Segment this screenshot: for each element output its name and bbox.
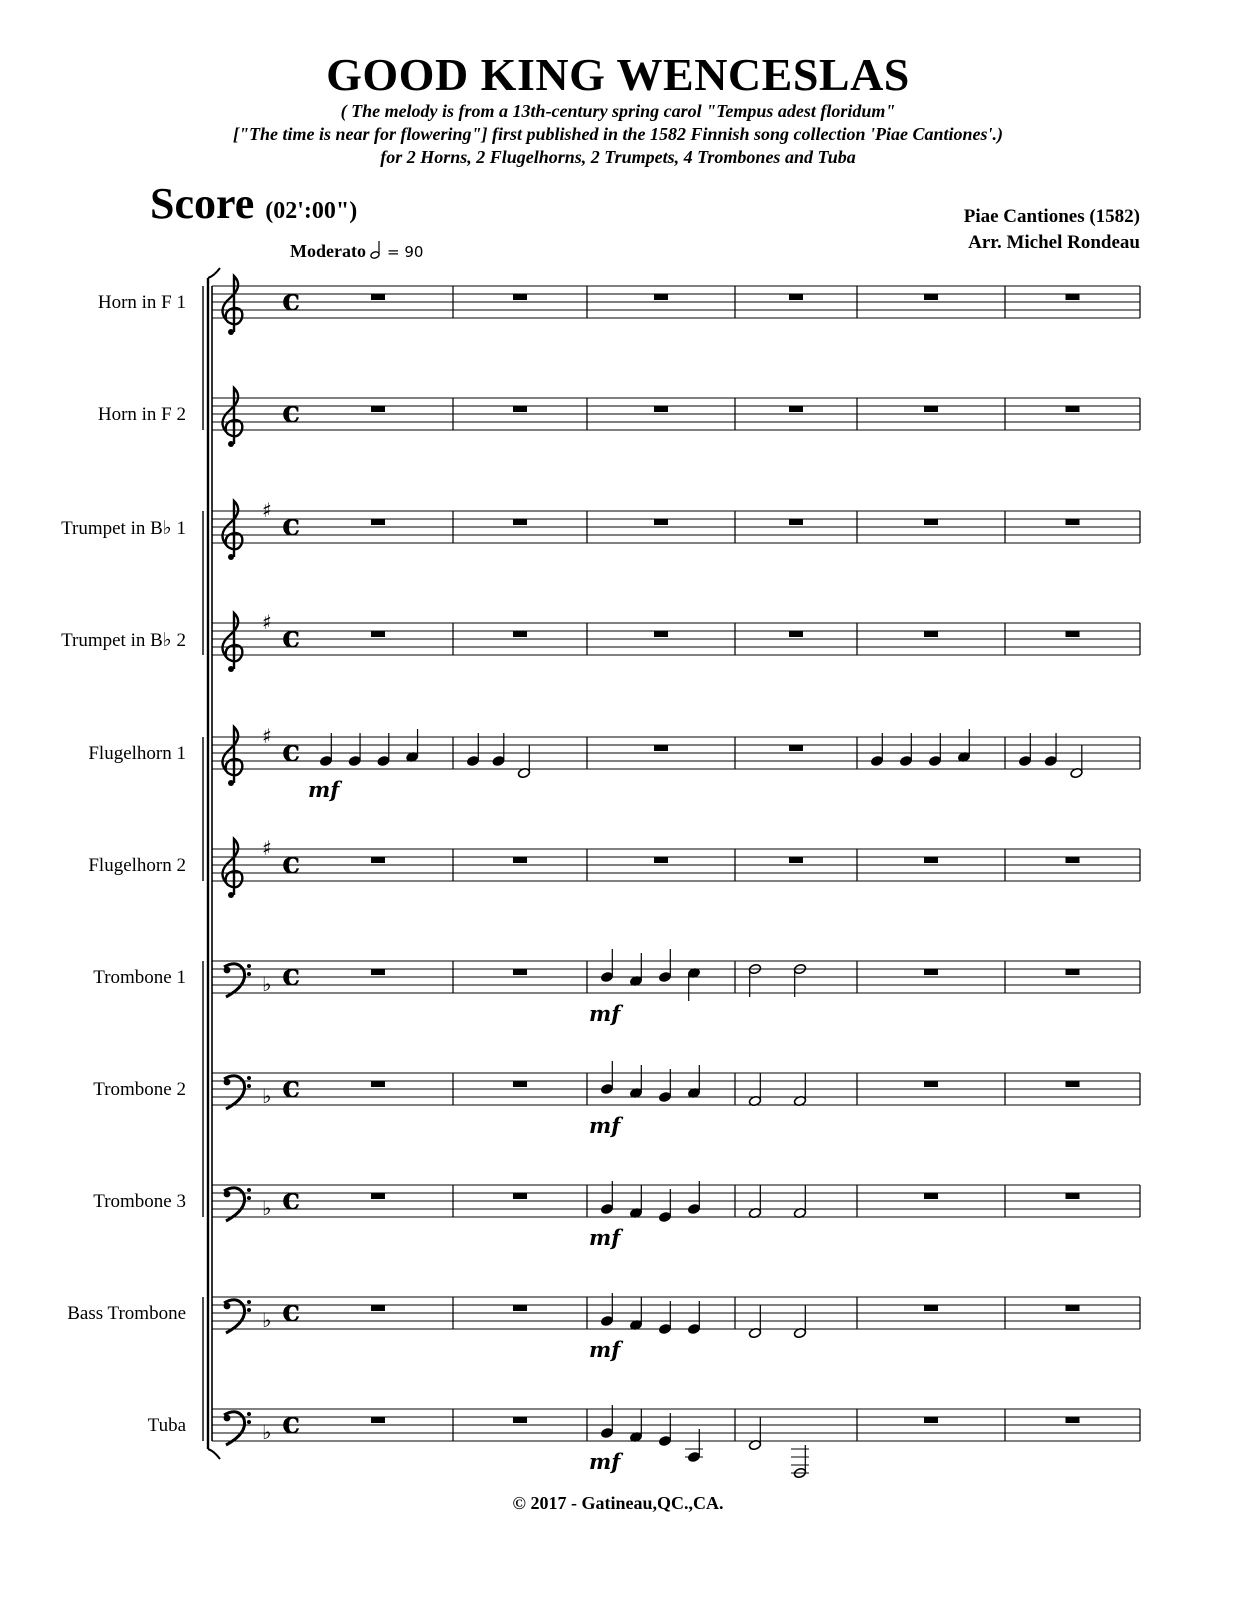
quarter-note-head [466,755,479,766]
whole-rest [654,519,668,525]
treble-clef-dot [228,666,234,672]
key-sharp: ♯ [262,836,272,860]
bass-clef-dot [247,964,251,968]
dynamic-mf: mf [589,1225,621,1250]
bass-clef-dot [247,1076,251,1080]
whole-rest [513,1193,527,1199]
common-time-sign: c [282,1406,301,1441]
instrument-label: Flugelhorn 1 [88,743,186,764]
treble-clef [222,501,242,560]
quarter-note-head [870,755,883,766]
bass-clef-dot [247,972,251,976]
whole-rest [789,745,803,751]
common-time-sign: c [282,283,301,318]
common-time-sign: c [282,734,301,769]
bass-clef-dot [224,1415,231,1422]
bass-clef-dot [247,1084,251,1088]
whole-rest [924,631,938,637]
whole-rest [789,294,803,300]
key-flat: ♭ [262,1308,272,1332]
common-time-sign: c [282,958,301,993]
quarter-note-head [658,1091,671,1102]
treble-clef-shape [222,613,242,669]
whole-rest [924,294,938,300]
score-duration: (02':00") [265,198,358,224]
whole-rest [371,1081,385,1087]
common-time-sign: c [282,1070,301,1105]
whole-rest [924,1193,938,1199]
key-flat: ♭ [262,1196,272,1220]
dynamic-mf: mf [589,1001,621,1026]
common-time-sign: c [282,395,301,430]
treble-clef-dot [228,554,234,560]
whole-rest [924,1417,938,1423]
whole-rest [924,857,938,863]
subtitle-line-1: ( The melody is from a 13th-century spring carol "Tempus adest floridum" [340,101,896,121]
dynamic-mf: mf [308,777,340,802]
quarter-note-head [687,1203,700,1214]
whole-rest [1066,1305,1080,1311]
whole-rest [1066,294,1080,300]
treble-clef [222,276,242,335]
whole-rest [371,519,385,525]
dynamic-mf: mf [589,1113,621,1138]
whole-rest [371,969,385,975]
treble-clef-dot [228,780,234,786]
quarter-note-head [687,1451,700,1462]
whole-rest [654,745,668,751]
composer: Piae Cantiones (1582) [963,206,1140,227]
key-sharp: ♯ [262,724,272,748]
bass-clef-dot [224,967,231,974]
dynamic-mf: mf [589,1337,621,1362]
whole-rest [924,406,938,412]
whole-rest [371,1193,385,1199]
treble-clef-shape [222,839,242,895]
quarter-note-head [600,1083,613,1094]
whole-rest [513,857,527,863]
whole-rest [1066,969,1080,975]
key-flat: ♭ [262,1420,272,1444]
whole-rest [371,1417,385,1423]
treble-clef-shape [222,276,242,332]
whole-rest [513,294,527,300]
quarter-note-head [600,971,613,982]
bass-clef-dot [224,1079,231,1086]
whole-rest [654,631,668,637]
key-flat: ♭ [262,972,272,996]
quarter-note-head [600,1315,613,1326]
score-title: GOOD KING WENCESLAS [326,49,910,100]
whole-rest [924,969,938,975]
key-sharp: ♯ [262,610,272,634]
whole-rest [371,406,385,412]
quarter-note-head [600,1427,613,1438]
common-time-sign: c [282,846,301,881]
score-label: Score [150,179,255,228]
whole-rest [789,519,803,525]
subtitle-line-2: ["The time is near for flowering"] first published in the 1582 Finnish song collection 'Piae Cantiones'.) [232,124,1004,144]
tempo-text: Moderato [290,241,366,261]
key-sharp: ♯ [262,498,272,522]
bass-clef-dot [247,1420,251,1424]
quarter-note-head [319,755,332,766]
whole-rest [371,631,385,637]
treble-clef-dot [228,892,234,898]
common-time-sign: c [282,1182,301,1217]
whole-rest [513,969,527,975]
treble-clef [222,613,242,672]
instrument-label: Horn in F 2 [97,404,186,425]
whole-rest [789,406,803,412]
bass-clef-dot [224,1303,231,1310]
whole-rest [371,294,385,300]
arranger: Arr. Michel Rondeau [968,232,1140,253]
bass-clef-dot [247,1412,251,1416]
whole-rest [924,1081,938,1087]
instrument-label: Bass Trombone [67,1303,186,1324]
system-bracket-hook-top [208,268,220,278]
treble-clef [222,839,242,898]
whole-rest [654,294,668,300]
common-time-sign: c [282,1294,301,1329]
whole-rest [789,857,803,863]
treble-clef [222,388,242,447]
quarter-note-head [687,1323,700,1334]
instrument-label: Flugelhorn 2 [88,855,186,876]
treble-clef-shape [222,727,242,783]
quarter-note-head [1044,755,1057,766]
bass-clef-dot [224,1191,231,1198]
bass-clef-dot [247,1188,251,1192]
whole-rest [789,631,803,637]
bass-clef-dot [247,1300,251,1304]
quarter-note-head [899,755,912,766]
quarter-note-head [348,755,361,766]
whole-rest [513,1417,527,1423]
instrument-label: Tuba [147,1415,186,1436]
whole-rest [1066,1081,1080,1087]
quarter-note-head [658,1211,671,1222]
instrument-label: Trumpet in B♭ 2 [61,630,186,651]
key-flat: ♭ [262,1084,272,1108]
tempo-value: = 90 [386,243,424,261]
instrument-label: Horn in F 1 [97,292,186,313]
whole-rest [1066,519,1080,525]
quarter-note-head [658,971,671,982]
whole-rest [513,631,527,637]
common-time-sign: c [282,508,301,543]
whole-rest [924,1305,938,1311]
quarter-note-head [600,1203,613,1214]
instrument-label: Trombone 2 [93,1079,186,1100]
whole-rest [1066,631,1080,637]
quarter-note-head [492,755,505,766]
whole-rest [371,1305,385,1311]
quarter-note-head [377,755,390,766]
treble-clef [222,727,242,786]
bass-clef-dot [247,1308,251,1312]
system-bracket-hook-bottom [208,1449,220,1459]
whole-rest [513,406,527,412]
whole-rest [371,857,385,863]
instrument-label: Trombone 3 [93,1191,186,1212]
dynamic-mf: mf [589,1449,621,1474]
treble-clef-dot [228,441,234,447]
quarter-note-head [1018,755,1031,766]
treble-clef-shape [222,501,242,557]
common-time-sign: c [282,620,301,655]
whole-rest [654,406,668,412]
whole-rest [924,519,938,525]
subtitle-line-3: for 2 Horns, 2 Flugelhorns, 2 Trumpets, 4 Trombones and Tuba [380,147,856,167]
quarter-note-head [658,1323,671,1334]
whole-rest [654,857,668,863]
whole-rest [513,519,527,525]
quarter-note-head [658,1435,671,1446]
treble-clef-dot [228,329,234,335]
instrument-label: Trumpet in B♭ 1 [61,518,186,539]
whole-rest [1066,857,1080,863]
whole-rest [513,1081,527,1087]
treble-clef-shape [222,388,242,444]
whole-rest [1066,1417,1080,1423]
whole-rest [513,1305,527,1311]
instrument-label: Trombone 1 [93,967,186,988]
copyright: © 2017 - Gatineau,QC.,CA. [512,1493,724,1513]
bass-clef-dot [247,1196,251,1200]
whole-rest [1066,1193,1080,1199]
quarter-note-head [928,755,941,766]
whole-rest [1066,406,1080,412]
